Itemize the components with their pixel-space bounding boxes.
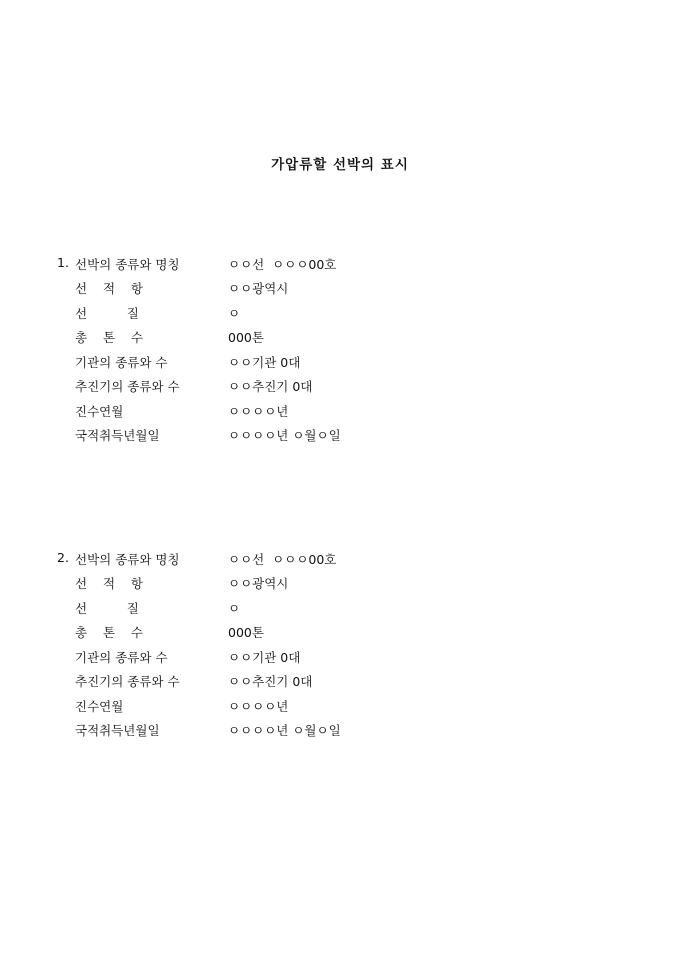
vessel-row-launch: [0, 697, 289, 715]
field-label: 선 적 항: [75, 281, 144, 296]
field-label: 국적취득년월일: [75, 723, 160, 738]
field-value: ㅇㅇ광역시: [228, 576, 289, 591]
field-value: ㅇ: [228, 601, 241, 616]
vessel-row-launch: [0, 402, 289, 420]
vessel-row-nationality: [0, 721, 341, 739]
field-label: 추진기의 종류와 수: [75, 674, 180, 689]
vessel-row-port: [0, 574, 289, 592]
field-label: 기관의 종류와 수: [75, 650, 168, 665]
field-value: ㅇㅇㅇㅇ년 ㅇ월ㅇ일: [228, 723, 341, 738]
vessel-row-engine: [0, 353, 301, 371]
field-value: ㅇㅇ기관 0대: [228, 355, 301, 370]
field-value: ㅇㅇ선 ㅇㅇㅇ00호: [228, 257, 337, 272]
field-label: 추진기의 종류와 수: [75, 379, 180, 394]
field-label: 국적취득년월일: [75, 428, 160, 443]
field-value: ㅇㅇ추진기 0대: [228, 379, 313, 394]
vessel-row-material: [0, 304, 241, 322]
page-title: 가압류할 선박의 표시: [271, 157, 409, 173]
field-value: ㅇ: [228, 306, 241, 321]
field-label: 선 질: [75, 306, 139, 321]
vessel-row-name: [0, 550, 337, 568]
vessel-row-propeller: [0, 377, 313, 395]
vessel-row-tonnage: [0, 328, 264, 346]
field-label: 선박의 종류와 명칭: [75, 552, 180, 567]
field-value: ㅇㅇ추진기 0대: [228, 674, 313, 689]
field-value: ㅇㅇ선 ㅇㅇㅇ00호: [228, 552, 337, 567]
vessel-number: 1.: [57, 255, 69, 270]
field-label: 진수연월: [75, 404, 124, 419]
field-label: 기관의 종류와 수: [75, 355, 168, 370]
vessel-row-port: [0, 279, 289, 297]
field-label: 총 톤 수: [75, 330, 144, 345]
field-value: ㅇㅇ기관 0대: [228, 650, 301, 665]
field-label: 선 적 항: [75, 576, 144, 591]
field-value: ㅇㅇㅇㅇ년: [228, 699, 289, 714]
vessel-row-propeller: [0, 672, 313, 690]
field-value: ㅇㅇㅇㅇ년: [228, 404, 289, 419]
vessel-row-tonnage: [0, 623, 264, 641]
field-label: 선박의 종류와 명칭: [75, 257, 180, 272]
vessel-row-name: [0, 255, 337, 273]
vessel-number: 2.: [57, 550, 69, 565]
vessel-row-material: [0, 599, 241, 617]
vessel-row-nationality: [0, 426, 341, 444]
vessel-row-engine: [0, 648, 301, 666]
field-value: ㅇㅇ광역시: [228, 281, 289, 296]
field-value: 000톤: [228, 625, 264, 640]
field-label: 총 톤 수: [75, 625, 144, 640]
field-label: 선 질: [75, 601, 139, 616]
field-value: 000톤: [228, 330, 264, 345]
field-value: ㅇㅇㅇㅇ년 ㅇ월ㅇ일: [228, 428, 341, 443]
field-label: 진수연월: [75, 699, 124, 714]
